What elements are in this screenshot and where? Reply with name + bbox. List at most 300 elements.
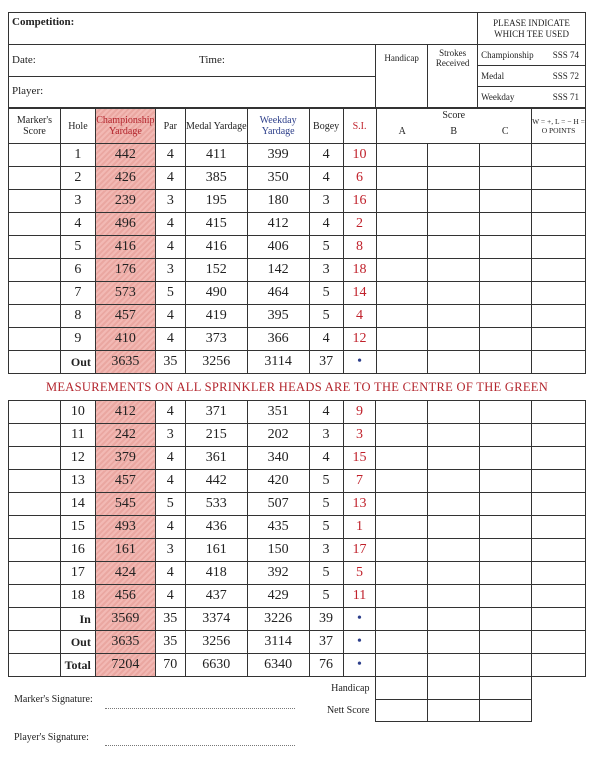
par: 5 xyxy=(155,282,185,305)
competition-field[interactable] xyxy=(9,13,478,45)
score-a-cell[interactable] xyxy=(376,401,428,424)
championship-yardage: 161 xyxy=(95,539,155,562)
points-cell[interactable] xyxy=(531,144,585,167)
tee-option-championship[interactable] xyxy=(478,45,585,66)
total-label: In xyxy=(60,608,95,631)
hole-row xyxy=(9,259,586,282)
competition-label: Competition: xyxy=(12,16,75,28)
championship-yardage: 456 xyxy=(95,585,155,608)
bogey: 5 xyxy=(309,470,343,493)
par: 3 xyxy=(155,259,185,282)
championship-yardage: 239 xyxy=(95,190,155,213)
header-points: W = +, L = − H = O POINTS xyxy=(531,109,585,144)
nett-score-label: Nett Score xyxy=(326,704,370,716)
tee-option-medal[interactable] xyxy=(478,66,585,87)
score-c-cell[interactable] xyxy=(480,493,532,516)
markers-score-cell[interactable] xyxy=(9,470,61,493)
bogey: 39 xyxy=(309,608,343,631)
total-row xyxy=(9,631,586,654)
par: 3 xyxy=(155,424,185,447)
stroke-index: 10 xyxy=(343,144,376,167)
score-a-cell[interactable] xyxy=(376,213,428,236)
score-c-cell[interactable] xyxy=(480,282,532,305)
markers-score-cell[interactable] xyxy=(9,493,61,516)
markers-signature-line[interactable] xyxy=(105,708,295,709)
score-a-cell[interactable] xyxy=(376,654,428,677)
score-label: Score xyxy=(442,110,466,121)
weekday-yardage: 6340 xyxy=(247,654,309,677)
scorecard xyxy=(8,12,586,722)
score-a-cell[interactable] xyxy=(376,585,428,608)
hole-row xyxy=(9,282,586,305)
date-time-row xyxy=(9,45,375,77)
markers-score-cell[interactable] xyxy=(9,401,61,424)
medal-yardage: 533 xyxy=(185,493,247,516)
weekday-yardage: 351 xyxy=(247,401,309,424)
points-cell[interactable] xyxy=(532,539,586,562)
stroke-index: 5 xyxy=(343,562,376,585)
score-b-cell[interactable] xyxy=(428,259,480,282)
points-cell[interactable] xyxy=(531,305,585,328)
bogey: 4 xyxy=(309,328,343,351)
weekday-yardage: 180 xyxy=(247,190,309,213)
hole-row xyxy=(9,213,586,236)
handicap-box[interactable] xyxy=(376,45,428,108)
par: 4 xyxy=(155,167,185,190)
hole-row xyxy=(9,585,586,608)
hole-row xyxy=(9,516,586,539)
score-c-cell[interactable] xyxy=(480,608,532,631)
stroke-index: 2 xyxy=(343,213,376,236)
stroke-index: 6 xyxy=(343,167,376,190)
tee-options xyxy=(478,45,586,108)
score-c-cell[interactable] xyxy=(480,585,532,608)
stroke-index: 13 xyxy=(343,493,376,516)
par: 4 xyxy=(155,144,185,167)
bogey: 4 xyxy=(309,401,343,424)
markers-signature-label: Marker's Signature: xyxy=(14,694,93,705)
score-b-cell[interactable] xyxy=(428,447,480,470)
par: 4 xyxy=(155,585,185,608)
score-b-cell[interactable] xyxy=(428,562,480,585)
hole-number: 17 xyxy=(60,562,95,585)
handicap-footer-label: Handicap xyxy=(331,682,370,694)
player-row[interactable] xyxy=(9,77,375,107)
hole-row xyxy=(9,167,586,190)
championship-yardage: 416 xyxy=(95,236,155,259)
score-a-cell[interactable] xyxy=(376,539,428,562)
stroke-index: 1 xyxy=(343,516,376,539)
par: 4 xyxy=(155,562,185,585)
medal-yardage: 418 xyxy=(185,562,247,585)
weekday-yardage: 150 xyxy=(247,539,309,562)
score-b-cell[interactable] xyxy=(428,213,480,236)
championship-yardage: 3569 xyxy=(95,608,155,631)
score-c-cell[interactable] xyxy=(480,236,532,259)
markers-score-cell[interactable] xyxy=(9,447,61,470)
championship-yardage: 442 xyxy=(95,144,155,167)
stroke-index: • xyxy=(343,654,376,677)
medal-yardage: 3374 xyxy=(185,608,247,631)
medal-yardage: 437 xyxy=(185,585,247,608)
bogey: 5 xyxy=(309,585,343,608)
weekday-yardage: 429 xyxy=(247,585,309,608)
bogey: 76 xyxy=(309,654,343,677)
markers-score-cell[interactable] xyxy=(9,631,61,654)
points-cell[interactable] xyxy=(531,190,585,213)
score-a-cell[interactable] xyxy=(376,259,428,282)
score-b-cell[interactable] xyxy=(428,401,480,424)
total-row xyxy=(9,654,586,677)
header-par: Par xyxy=(155,109,185,144)
handicap-a-cell[interactable] xyxy=(376,677,428,700)
score-a-cell[interactable] xyxy=(376,516,428,539)
championship-yardage: 545 xyxy=(95,493,155,516)
players-signature-line[interactable] xyxy=(105,745,295,746)
hole-number: 14 xyxy=(60,493,95,516)
score-a-cell[interactable] xyxy=(376,305,428,328)
medal-yardage: 6630 xyxy=(185,654,247,677)
points-cell[interactable] xyxy=(531,236,585,259)
points-cell[interactable] xyxy=(532,493,586,516)
score-c-cell[interactable] xyxy=(480,562,532,585)
header-weekday-yardage: Weekday Yardage xyxy=(247,109,309,144)
bogey: 3 xyxy=(309,539,343,562)
points-cell[interactable] xyxy=(531,282,585,305)
stroke-index: 14 xyxy=(343,282,376,305)
markers-score-cell[interactable] xyxy=(9,539,61,562)
markers-score-cell[interactable] xyxy=(9,654,61,677)
score-a-cell[interactable] xyxy=(376,447,428,470)
medal-yardage: 436 xyxy=(185,516,247,539)
score-a-cell[interactable] xyxy=(376,328,428,351)
score-b-cell[interactable] xyxy=(428,351,480,374)
par: 4 xyxy=(155,236,185,259)
weekday-yardage: 142 xyxy=(247,259,309,282)
handicap-c-cell[interactable] xyxy=(480,677,532,700)
tee-option-weekday[interactable] xyxy=(478,87,585,107)
score-a-cell[interactable] xyxy=(376,236,428,259)
weekday-yardage: 202 xyxy=(247,424,309,447)
header-championship-yardage: Championship Yardage xyxy=(95,109,155,144)
points-cell[interactable] xyxy=(532,631,586,654)
medal-yardage: 442 xyxy=(185,470,247,493)
score-c-cell[interactable] xyxy=(480,654,532,677)
hole-row xyxy=(9,236,586,259)
stroke-index: 15 xyxy=(343,447,376,470)
score-c-cell[interactable] xyxy=(480,328,532,351)
score-b-cell[interactable] xyxy=(428,608,480,631)
hole-row xyxy=(9,144,586,167)
score-b-cell[interactable] xyxy=(428,190,480,213)
points-cell[interactable] xyxy=(532,447,586,470)
markers-score-cell[interactable] xyxy=(9,424,61,447)
par: 70 xyxy=(155,654,185,677)
bogey: 4 xyxy=(309,167,343,190)
total-row xyxy=(9,608,586,631)
blank xyxy=(532,677,586,700)
points-cell[interactable] xyxy=(532,654,586,677)
markers-score-cell[interactable] xyxy=(9,328,61,351)
hole-row xyxy=(9,305,586,328)
stroke-index: 7 xyxy=(343,470,376,493)
score-c-cell[interactable] xyxy=(480,144,532,167)
points-cell[interactable] xyxy=(532,424,586,447)
score-b-cell[interactable] xyxy=(428,493,480,516)
score-c-cell[interactable] xyxy=(480,631,532,654)
player-label: Player: xyxy=(12,85,44,97)
score-col-b: B xyxy=(450,126,458,137)
championship-yardage: 3635 xyxy=(95,631,155,654)
hole-number: 2 xyxy=(60,167,95,190)
championship-yardage: 424 xyxy=(95,562,155,585)
score-b-cell[interactable] xyxy=(428,585,480,608)
markers-score-cell[interactable] xyxy=(9,213,61,236)
stroke-index: 16 xyxy=(343,190,376,213)
strokes-received-box[interactable] xyxy=(428,45,478,108)
medal-yardage: 215 xyxy=(185,424,247,447)
championship-yardage: 7204 xyxy=(95,654,155,677)
championship-yardage: 457 xyxy=(95,470,155,493)
hole-number: 13 xyxy=(60,470,95,493)
score-b-cell[interactable] xyxy=(428,236,480,259)
handicap-b-cell[interactable] xyxy=(428,677,480,700)
championship-yardage: 493 xyxy=(95,516,155,539)
bogey: 5 xyxy=(309,516,343,539)
score-c-cell[interactable] xyxy=(480,351,532,374)
score-col-a: A xyxy=(398,126,406,137)
championship-yardage: 426 xyxy=(95,167,155,190)
medal-yardage: 385 xyxy=(185,167,247,190)
points-cell[interactable] xyxy=(532,401,586,424)
weekday-yardage: 420 xyxy=(247,470,309,493)
date-label: Date: xyxy=(12,54,36,66)
header-bogey: Bogey xyxy=(309,109,343,144)
players-signature-label: Player's Signature: xyxy=(14,732,89,743)
weekday-yardage: 464 xyxy=(247,282,309,305)
score-b-cell[interactable] xyxy=(428,516,480,539)
weekday-yardage: 406 xyxy=(247,236,309,259)
score-a-cell[interactable] xyxy=(376,608,428,631)
stroke-index: • xyxy=(343,608,376,631)
score-a-cell[interactable] xyxy=(376,282,428,305)
tee-name: Weekday xyxy=(481,92,515,102)
medal-yardage: 411 xyxy=(185,144,247,167)
bogey: 5 xyxy=(309,493,343,516)
markers-score-cell[interactable] xyxy=(9,236,61,259)
score-a-cell[interactable] xyxy=(376,562,428,585)
championship-yardage: 379 xyxy=(95,447,155,470)
markers-score-cell[interactable] xyxy=(9,562,61,585)
score-b-cell[interactable] xyxy=(428,144,480,167)
stroke-index: 18 xyxy=(343,259,376,282)
score-a-cell[interactable] xyxy=(376,470,428,493)
medal-yardage: 161 xyxy=(185,539,247,562)
score-c-cell[interactable] xyxy=(480,539,532,562)
weekday-yardage: 507 xyxy=(247,493,309,516)
score-b-cell[interactable] xyxy=(428,305,480,328)
championship-yardage: 573 xyxy=(95,282,155,305)
medal-yardage: 3256 xyxy=(185,351,247,374)
score-c-cell[interactable] xyxy=(480,305,532,328)
bogey: 5 xyxy=(309,236,343,259)
points-cell[interactable] xyxy=(531,328,585,351)
championship-yardage: 242 xyxy=(95,424,155,447)
markers-score-cell[interactable] xyxy=(9,608,61,631)
nett-a-cell[interactable] xyxy=(376,699,428,721)
markers-score-cell[interactable] xyxy=(9,351,61,374)
hole-number: 15 xyxy=(60,516,95,539)
par: 35 xyxy=(155,608,185,631)
markers-score-cell[interactable] xyxy=(9,305,61,328)
tee-sss: SSS 72 xyxy=(552,71,579,81)
points-cell[interactable] xyxy=(532,516,586,539)
hole-number: 5 xyxy=(60,236,95,259)
hole-row xyxy=(9,190,586,213)
bogey: 37 xyxy=(309,631,343,654)
nett-c-cell[interactable] xyxy=(480,699,532,721)
bogey: 3 xyxy=(309,424,343,447)
score-c-cell[interactable] xyxy=(480,516,532,539)
nett-b-cell[interactable] xyxy=(428,699,480,721)
stroke-index: 4 xyxy=(343,305,376,328)
points-cell[interactable] xyxy=(532,470,586,493)
hole-number: 12 xyxy=(60,447,95,470)
championship-yardage: 412 xyxy=(95,401,155,424)
stroke-index: 12 xyxy=(343,328,376,351)
championship-yardage: 496 xyxy=(95,213,155,236)
score-a-cell[interactable] xyxy=(376,144,428,167)
points-cell[interactable] xyxy=(532,585,586,608)
points-cell[interactable] xyxy=(531,351,585,374)
score-c-cell[interactable] xyxy=(480,447,532,470)
score-a-cell[interactable] xyxy=(376,190,428,213)
score-a-cell[interactable] xyxy=(376,493,428,516)
score-col-c: C xyxy=(501,126,509,137)
hole-number: 18 xyxy=(60,585,95,608)
stroke-index: 3 xyxy=(343,424,376,447)
par: 4 xyxy=(155,470,185,493)
tee-name: Championship xyxy=(481,50,534,60)
strokes-received-label: Strokes Received xyxy=(435,48,470,68)
medal-yardage: 3256 xyxy=(185,631,247,654)
score-c-cell[interactable] xyxy=(480,167,532,190)
championship-yardage: 410 xyxy=(95,328,155,351)
score-table-back xyxy=(8,400,586,722)
par: 3 xyxy=(155,539,185,562)
bogey: 5 xyxy=(309,562,343,585)
markers-score-cell[interactable] xyxy=(9,190,61,213)
tee-sss: SSS 74 xyxy=(552,50,579,60)
score-b-cell[interactable] xyxy=(428,167,480,190)
score-b-cell[interactable] xyxy=(428,470,480,493)
hole-number: 10 xyxy=(60,401,95,424)
hole-number: 6 xyxy=(60,259,95,282)
card-info-table xyxy=(8,12,586,108)
par: 35 xyxy=(155,351,185,374)
total-label: Out xyxy=(60,351,95,374)
weekday-yardage: 399 xyxy=(247,144,309,167)
hole-number: 4 xyxy=(60,213,95,236)
weekday-yardage: 366 xyxy=(247,328,309,351)
score-c-cell[interactable] xyxy=(480,259,532,282)
score-b-cell[interactable] xyxy=(428,654,480,677)
hole-row xyxy=(9,447,586,470)
bogey: 4 xyxy=(309,144,343,167)
sprinkler-notice: MEASUREMENTS ON ALL SPRINKLER HEADS ARE TO THE CENTRE OF THE GREEN xyxy=(45,380,549,394)
weekday-yardage: 3114 xyxy=(247,351,309,374)
score-c-cell[interactable] xyxy=(480,401,532,424)
score-a-cell[interactable] xyxy=(376,424,428,447)
stroke-index: • xyxy=(343,631,376,654)
hole-row xyxy=(9,424,586,447)
date-player-cell xyxy=(9,45,376,108)
score-b-cell[interactable] xyxy=(428,539,480,562)
bogey: 3 xyxy=(309,259,343,282)
out-total-row xyxy=(9,351,586,374)
score-b-cell[interactable] xyxy=(428,424,480,447)
stroke-index: 9 xyxy=(343,401,376,424)
header-medal-yardage: Medal Yardage xyxy=(185,109,247,144)
par: 4 xyxy=(155,305,185,328)
points-cell[interactable] xyxy=(531,167,585,190)
tee-sss: SSS 71 xyxy=(552,92,579,102)
markers-score-cell[interactable] xyxy=(9,516,61,539)
time-label: Time: xyxy=(199,54,225,66)
medal-yardage: 371 xyxy=(185,401,247,424)
markers-score-cell[interactable] xyxy=(9,585,61,608)
score-c-cell[interactable] xyxy=(480,470,532,493)
score-c-cell[interactable] xyxy=(480,424,532,447)
weekday-yardage: 340 xyxy=(247,447,309,470)
weekday-yardage: 412 xyxy=(247,213,309,236)
handicap-label: Handicap xyxy=(384,53,419,63)
championship-yardage: 3635 xyxy=(95,351,155,374)
bogey: 3 xyxy=(309,190,343,213)
weekday-yardage: 435 xyxy=(247,516,309,539)
score-a-cell[interactable] xyxy=(376,351,428,374)
hole-number: 16 xyxy=(60,539,95,562)
weekday-yardage: 392 xyxy=(247,562,309,585)
hole-row xyxy=(9,328,586,351)
hole-number: 3 xyxy=(60,190,95,213)
points-cell[interactable] xyxy=(532,562,586,585)
hole-row xyxy=(9,401,586,424)
column-header-row xyxy=(9,109,586,144)
points-cell[interactable] xyxy=(532,608,586,631)
score-b-cell[interactable] xyxy=(428,282,480,305)
points-cell[interactable] xyxy=(531,259,585,282)
score-b-cell[interactable] xyxy=(428,328,480,351)
header-markers-score: Marker's Score xyxy=(9,109,61,144)
hole-number: 9 xyxy=(60,328,95,351)
hole-row xyxy=(9,493,586,516)
score-c-cell[interactable] xyxy=(480,213,532,236)
markers-score-cell[interactable] xyxy=(9,282,61,305)
score-a-cell[interactable] xyxy=(376,167,428,190)
score-a-cell[interactable] xyxy=(376,631,428,654)
par: 4 xyxy=(155,213,185,236)
stroke-index: 11 xyxy=(343,585,376,608)
markers-score-cell[interactable] xyxy=(9,167,61,190)
markers-score-cell[interactable] xyxy=(9,144,61,167)
par: 5 xyxy=(155,493,185,516)
markers-score-cell[interactable] xyxy=(9,259,61,282)
points-cell[interactable] xyxy=(531,213,585,236)
score-c-cell[interactable] xyxy=(480,190,532,213)
par: 3 xyxy=(155,190,185,213)
score-b-cell[interactable] xyxy=(428,631,480,654)
